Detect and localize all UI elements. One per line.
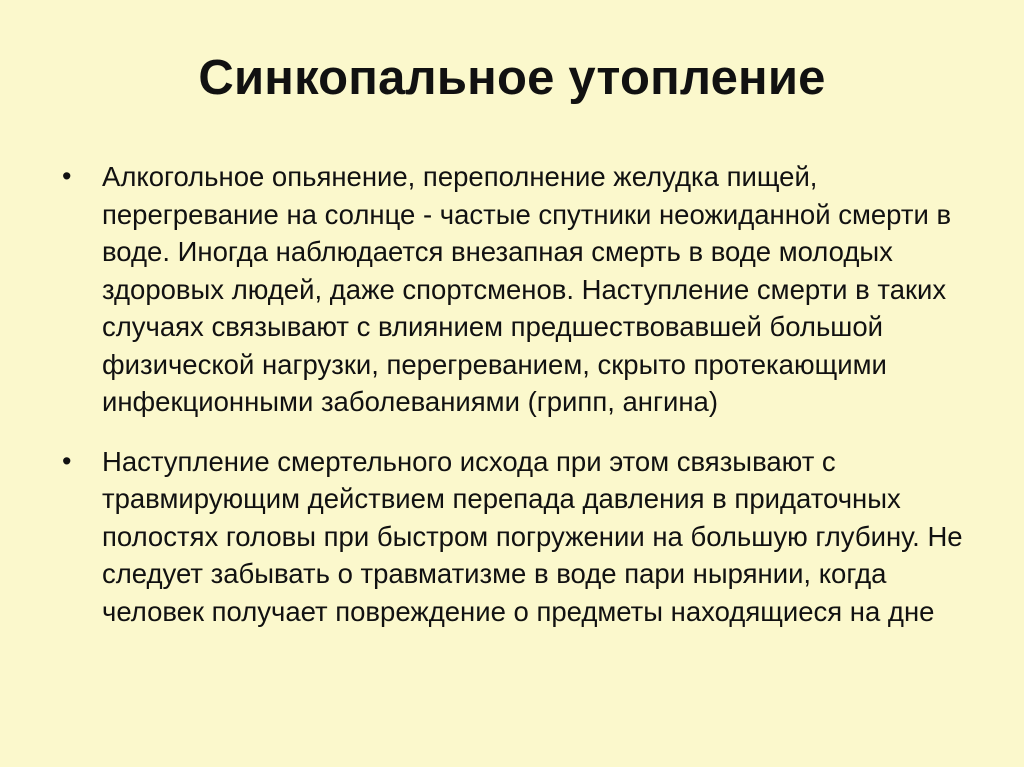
bullet-icon: • bbox=[62, 445, 72, 476]
bullet-list bbox=[50, 158, 980, 630]
list-item-text: Наступление смертельного исхода при этом связывают с травмирующим действием перепада давления в придаточных полостях головы при быстром погружении на большую глубину. Не следует забывать о травматизме в воде пари нырянии, когда человек получает повреждение о предметы находящиеся на дне bbox=[102, 445, 963, 627]
list-item-text: Алкогольное опьянение, переполнение желудка пищей, перегревание на солнце - частые спутники неожиданной смерти в воде. Иногда наблюдается внезапная смерть в воде молодых здоровых людей, даже спортсменов. Наступление смерти в таких случаях связывают с влиянием предшествовавшей большой физической нагрузки, перегреванием, скрыто протекающими инфекционными заболеваниями (грипп, ангина) bbox=[102, 161, 952, 418]
slide-body bbox=[50, 158, 980, 630]
page-title: Синкопальное утопление bbox=[198, 51, 826, 105]
list-item bbox=[50, 443, 980, 631]
bullet-icon: • bbox=[62, 161, 72, 191]
list-item bbox=[50, 158, 980, 421]
